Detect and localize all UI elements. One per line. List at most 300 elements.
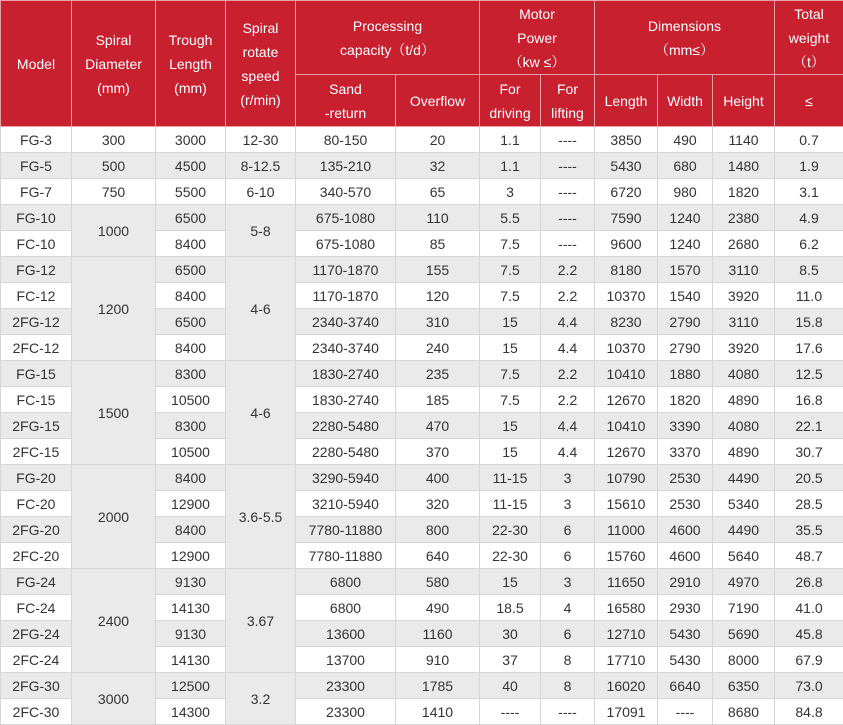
- cell-length: 16580: [595, 595, 658, 621]
- cell-length: 10370: [595, 283, 658, 309]
- header-spiral-diameter-line: Diameter: [85, 56, 142, 72]
- cell-height: 1480: [713, 153, 775, 179]
- cell-length: 15760: [595, 543, 658, 569]
- header-processing-capacity-line: capacity（t/d）: [340, 42, 435, 58]
- cell-trough: 8400: [156, 231, 226, 257]
- header-sand-return-line: Sand: [329, 81, 362, 97]
- cell-weight: 3.1: [775, 179, 843, 205]
- cell-height: 5340: [713, 491, 775, 517]
- cell-lifting: 2.2: [541, 283, 595, 309]
- table-body: [1, 127, 843, 725]
- cell-driving: 3: [480, 179, 541, 205]
- cell-weight: 84.8: [775, 699, 843, 725]
- cell-weight: 22.1: [775, 413, 843, 439]
- cell-lifting: 4.4: [541, 309, 595, 335]
- cell-lifting: ----: [541, 127, 595, 153]
- cell-model: 2FC-24: [1, 647, 72, 673]
- cell-width: 4600: [658, 543, 713, 569]
- cell-spiral-diameter: 2000: [72, 465, 156, 569]
- cell-sand: 1170-1870: [296, 257, 396, 283]
- cell-trough: 8400: [156, 283, 226, 309]
- cell-length: 17710: [595, 647, 658, 673]
- header-for-driving-line: driving: [489, 105, 530, 121]
- cell-width: 3390: [658, 413, 713, 439]
- cell-weight: 6.2: [775, 231, 843, 257]
- cell-model: FC-20: [1, 491, 72, 517]
- cell-width: 1540: [658, 283, 713, 309]
- header-dimensions: [595, 1, 775, 75]
- cell-weight: 41.0: [775, 595, 843, 621]
- cell-driving: 37: [480, 647, 541, 673]
- cell-overflow: 470: [396, 413, 480, 439]
- cell-driving: 5.5: [480, 205, 541, 231]
- cell-lifting: ----: [541, 153, 595, 179]
- cell-sand: 6800: [296, 569, 396, 595]
- cell-trough: 10500: [156, 387, 226, 413]
- cell-lifting: 2.2: [541, 361, 595, 387]
- cell-lifting: 2.2: [541, 387, 595, 413]
- cell-sand: 1830-2740: [296, 387, 396, 413]
- cell-overflow: 580: [396, 569, 480, 595]
- cell-height: 8000: [713, 647, 775, 673]
- header-for-lifting-line: lifting: [551, 105, 584, 121]
- cell-length: 12670: [595, 439, 658, 465]
- cell-model: 2FG-24: [1, 621, 72, 647]
- header-dimensions-line: Dimensions: [648, 18, 721, 34]
- cell-trough: 12500: [156, 673, 226, 699]
- cell-model: FG-5: [1, 153, 72, 179]
- cell-weight: 8.5: [775, 257, 843, 283]
- cell-lifting: 4.4: [541, 439, 595, 465]
- table-row: [1, 465, 843, 491]
- header-model: Model: [1, 1, 72, 127]
- cell-weight: 1.9: [775, 153, 843, 179]
- cell-length: 10410: [595, 413, 658, 439]
- cell-sand: 13700: [296, 647, 396, 673]
- header-motor-power-line: （kw ≤）: [509, 54, 566, 70]
- cell-weight: 11.0: [775, 283, 843, 309]
- cell-overflow: 800: [396, 517, 480, 543]
- cell-overflow: 1160: [396, 621, 480, 647]
- cell-lifting: ----: [541, 699, 595, 725]
- cell-lifting: 2.2: [541, 257, 595, 283]
- cell-length: 8180: [595, 257, 658, 283]
- cell-driving: 15: [480, 569, 541, 595]
- cell-width: 2790: [658, 335, 713, 361]
- header-spiral-speed-line: rotate: [243, 44, 279, 60]
- cell-driving: 1.1: [480, 153, 541, 179]
- cell-spiral-speed: 3.2: [226, 673, 296, 725]
- header-spiral-speed-line: Spiral: [243, 20, 279, 36]
- table-row: [1, 361, 843, 387]
- cell-height: 5640: [713, 543, 775, 569]
- cell-trough: 8400: [156, 335, 226, 361]
- cell-trough: 14130: [156, 647, 226, 673]
- cell-overflow: 310: [396, 309, 480, 335]
- header-weight-unit: ≤: [775, 75, 843, 127]
- table-header: [1, 1, 843, 127]
- table-row: [1, 127, 843, 153]
- cell-driving: 1.1: [480, 127, 541, 153]
- cell-driving: 18.5: [480, 595, 541, 621]
- cell-spiral-speed: 8-12.5: [226, 153, 296, 179]
- header-motor-power: [480, 1, 595, 75]
- header-spiral-diameter: [72, 1, 156, 127]
- cell-overflow: 240: [396, 335, 480, 361]
- cell-length: 8230: [595, 309, 658, 335]
- cell-length: 12670: [595, 387, 658, 413]
- header-spiral-speed-line: speed: [241, 68, 279, 84]
- cell-height: 4970: [713, 569, 775, 595]
- cell-driving: 15: [480, 413, 541, 439]
- cell-lifting: 4.4: [541, 335, 595, 361]
- cell-model: FC-24: [1, 595, 72, 621]
- header-trough-length: [156, 1, 226, 127]
- cell-spiral-diameter: 1500: [72, 361, 156, 465]
- header-for-lifting: [541, 75, 595, 127]
- cell-width: 5430: [658, 647, 713, 673]
- header-total-weight-line: Total: [794, 6, 824, 22]
- cell-weight: 73.0: [775, 673, 843, 699]
- cell-driving: 15: [480, 335, 541, 361]
- cell-sand: 3210-5940: [296, 491, 396, 517]
- cell-spiral-speed: 3.6-5.5: [226, 465, 296, 569]
- cell-trough: 6500: [156, 205, 226, 231]
- header-length: Length: [595, 75, 658, 127]
- header-trough-length-line: Trough: [169, 32, 213, 48]
- cell-lifting: 8: [541, 673, 595, 699]
- cell-model: 2FC-20: [1, 543, 72, 569]
- cell-overflow: 65: [396, 179, 480, 205]
- cell-height: 2680: [713, 231, 775, 257]
- cell-model: FG-24: [1, 569, 72, 595]
- cell-weight: 30.7: [775, 439, 843, 465]
- cell-sand: 80-150: [296, 127, 396, 153]
- cell-width: 4600: [658, 517, 713, 543]
- cell-sand: 23300: [296, 699, 396, 725]
- cell-model: 2FG-12: [1, 309, 72, 335]
- cell-model: FC-12: [1, 283, 72, 309]
- cell-height: 4490: [713, 517, 775, 543]
- cell-overflow: 20: [396, 127, 480, 153]
- cell-width: 2530: [658, 491, 713, 517]
- cell-driving: 7.5: [480, 387, 541, 413]
- cell-model: FG-7: [1, 179, 72, 205]
- cell-length: 16020: [595, 673, 658, 699]
- cell-width: 680: [658, 153, 713, 179]
- cell-weight: 48.7: [775, 543, 843, 569]
- cell-height: 2380: [713, 205, 775, 231]
- cell-model: FG-3: [1, 127, 72, 153]
- cell-weight: 17.6: [775, 335, 843, 361]
- header-processing-capacity-line: Processing: [353, 18, 422, 34]
- cell-height: 4080: [713, 413, 775, 439]
- cell-driving: ----: [480, 699, 541, 725]
- cell-length: 11000: [595, 517, 658, 543]
- cell-weight: 35.5: [775, 517, 843, 543]
- cell-length: 17091: [595, 699, 658, 725]
- cell-length: 6720: [595, 179, 658, 205]
- cell-width: 980: [658, 179, 713, 205]
- header-trough-length-line: (mm): [174, 80, 207, 96]
- cell-width: 1880: [658, 361, 713, 387]
- header-overflow: Overflow: [396, 75, 480, 127]
- cell-trough: 8400: [156, 465, 226, 491]
- table-row: [1, 569, 843, 595]
- cell-sand: 2340-3740: [296, 309, 396, 335]
- cell-driving: 22-30: [480, 517, 541, 543]
- cell-overflow: 370: [396, 439, 480, 465]
- cell-trough: 8300: [156, 413, 226, 439]
- cell-model: FG-10: [1, 205, 72, 231]
- cell-model: 2FC-12: [1, 335, 72, 361]
- cell-trough: 10500: [156, 439, 226, 465]
- cell-length: 10790: [595, 465, 658, 491]
- header-trough-length-line: Length: [169, 56, 212, 72]
- cell-sand: 13600: [296, 621, 396, 647]
- cell-model: FC-15: [1, 387, 72, 413]
- table-row: [1, 179, 843, 205]
- cell-sand: 2340-3740: [296, 335, 396, 361]
- cell-driving: 15: [480, 309, 541, 335]
- cell-height: 5690: [713, 621, 775, 647]
- table-row: [1, 257, 843, 283]
- table-row: [1, 673, 843, 699]
- cell-sand: 135-210: [296, 153, 396, 179]
- cell-sand: 2280-5480: [296, 413, 396, 439]
- cell-height: 1140: [713, 127, 775, 153]
- header-height: Height: [713, 75, 775, 127]
- table-row: [1, 153, 843, 179]
- table-row: [1, 205, 843, 231]
- cell-length: 10370: [595, 335, 658, 361]
- cell-length: 15610: [595, 491, 658, 517]
- cell-trough: 8400: [156, 517, 226, 543]
- cell-lifting: 3: [541, 569, 595, 595]
- cell-length: 7590: [595, 205, 658, 231]
- cell-trough: 6500: [156, 257, 226, 283]
- cell-driving: 7.5: [480, 231, 541, 257]
- cell-overflow: 185: [396, 387, 480, 413]
- cell-height: 3110: [713, 257, 775, 283]
- header-sand-return-line: -return: [325, 105, 366, 121]
- header-for-lifting-line: For: [557, 81, 578, 97]
- cell-height: 3110: [713, 309, 775, 335]
- cell-trough: 8300: [156, 361, 226, 387]
- cell-length: 5430: [595, 153, 658, 179]
- cell-lifting: 8: [541, 647, 595, 673]
- cell-model: FG-15: [1, 361, 72, 387]
- cell-height: 3920: [713, 335, 775, 361]
- cell-sand: 340-570: [296, 179, 396, 205]
- cell-weight: 45.8: [775, 621, 843, 647]
- cell-trough: 12900: [156, 491, 226, 517]
- cell-trough: 4500: [156, 153, 226, 179]
- cell-lifting: ----: [541, 179, 595, 205]
- cell-weight: 4.9: [775, 205, 843, 231]
- header-processing-capacity: [296, 1, 480, 75]
- cell-lifting: 6: [541, 543, 595, 569]
- cell-sand: 675-1080: [296, 231, 396, 257]
- cell-overflow: 120: [396, 283, 480, 309]
- cell-overflow: 155: [396, 257, 480, 283]
- cell-weight: 20.5: [775, 465, 843, 491]
- cell-width: 5430: [658, 621, 713, 647]
- cell-spiral-diameter: 2400: [72, 569, 156, 673]
- cell-model: FG-20: [1, 465, 72, 491]
- cell-driving: 40: [480, 673, 541, 699]
- header-spiral-speed-line: (r/min): [240, 92, 280, 108]
- cell-lifting: 4: [541, 595, 595, 621]
- cell-model: 2FC-15: [1, 439, 72, 465]
- cell-driving: 11-15: [480, 491, 541, 517]
- header-for-driving: [480, 75, 541, 127]
- cell-overflow: 640: [396, 543, 480, 569]
- cell-height: 6350: [713, 673, 775, 699]
- cell-trough: 12900: [156, 543, 226, 569]
- cell-height: 4080: [713, 361, 775, 387]
- header-total-weight-line: （t）: [793, 54, 825, 70]
- cell-sand: 3290-5940: [296, 465, 396, 491]
- cell-height: 1820: [713, 179, 775, 205]
- cell-spiral-speed: 4-6: [226, 361, 296, 465]
- cell-trough: 9130: [156, 569, 226, 595]
- cell-trough: 3000: [156, 127, 226, 153]
- cell-height: 8680: [713, 699, 775, 725]
- cell-sand: 7780-11880: [296, 517, 396, 543]
- cell-height: 4890: [713, 439, 775, 465]
- cell-sand: 675-1080: [296, 205, 396, 231]
- cell-length: 12710: [595, 621, 658, 647]
- cell-trough: 6500: [156, 309, 226, 335]
- cell-spiral-diameter: 750: [72, 179, 156, 205]
- cell-trough: 14130: [156, 595, 226, 621]
- cell-lifting: ----: [541, 231, 595, 257]
- header-spiral-diameter-line: Spiral: [96, 32, 132, 48]
- cell-overflow: 320: [396, 491, 480, 517]
- cell-weight: 67.9: [775, 647, 843, 673]
- cell-driving: 30: [480, 621, 541, 647]
- cell-width: 490: [658, 127, 713, 153]
- cell-sand: 1830-2740: [296, 361, 396, 387]
- cell-model: 2FC-30: [1, 699, 72, 725]
- cell-overflow: 32: [396, 153, 480, 179]
- cell-width: 1240: [658, 231, 713, 257]
- cell-length: 11650: [595, 569, 658, 595]
- cell-trough: 9130: [156, 621, 226, 647]
- cell-length: 9600: [595, 231, 658, 257]
- header-motor-power-line: Power: [517, 30, 557, 46]
- cell-driving: 7.5: [480, 361, 541, 387]
- cell-spiral-diameter: 500: [72, 153, 156, 179]
- cell-weight: 28.5: [775, 491, 843, 517]
- cell-spiral-speed: 12-30: [226, 127, 296, 153]
- cell-driving: 7.5: [480, 283, 541, 309]
- cell-overflow: 490: [396, 595, 480, 621]
- cell-spiral-diameter: 300: [72, 127, 156, 153]
- cell-length: 10410: [595, 361, 658, 387]
- cell-model: 2FG-15: [1, 413, 72, 439]
- cell-spiral-speed: 6-10: [226, 179, 296, 205]
- cell-width: 2530: [658, 465, 713, 491]
- cell-weight: 0.7: [775, 127, 843, 153]
- cell-height: 4890: [713, 387, 775, 413]
- cell-lifting: 3: [541, 491, 595, 517]
- cell-width: 2910: [658, 569, 713, 595]
- cell-width: 1570: [658, 257, 713, 283]
- cell-width: 6640: [658, 673, 713, 699]
- cell-spiral-speed: 5-8: [226, 205, 296, 257]
- cell-sand: 2280-5480: [296, 439, 396, 465]
- cell-length: 3850: [595, 127, 658, 153]
- cell-width: 2930: [658, 595, 713, 621]
- cell-spiral-diameter: 3000: [72, 673, 156, 725]
- cell-overflow: 1410: [396, 699, 480, 725]
- cell-sand: 7780-11880: [296, 543, 396, 569]
- header-motor-power-line: Motor: [519, 6, 555, 22]
- header-width: Width: [658, 75, 713, 127]
- header-spiral-diameter-line: (mm): [97, 80, 130, 96]
- cell-overflow: 235: [396, 361, 480, 387]
- cell-height: 4490: [713, 465, 775, 491]
- cell-overflow: 110: [396, 205, 480, 231]
- header-for-driving-line: For: [500, 81, 521, 97]
- cell-driving: 15: [480, 439, 541, 465]
- cell-lifting: 4.4: [541, 413, 595, 439]
- header-dimensions-line: （mm≤）: [655, 42, 714, 58]
- header-spiral-speed: [226, 1, 296, 127]
- cell-trough: 5500: [156, 179, 226, 205]
- cell-driving: 7.5: [480, 257, 541, 283]
- cell-overflow: 400: [396, 465, 480, 491]
- cell-spiral-speed: 3.67: [226, 569, 296, 673]
- cell-model: 2FG-30: [1, 673, 72, 699]
- cell-lifting: 6: [541, 517, 595, 543]
- cell-width: ----: [658, 699, 713, 725]
- cell-model: FC-10: [1, 231, 72, 257]
- header-sand-return: [296, 75, 396, 127]
- cell-height: 3920: [713, 283, 775, 309]
- cell-weight: 26.8: [775, 569, 843, 595]
- cell-sand: 6800: [296, 595, 396, 621]
- header-total-weight: [775, 1, 843, 75]
- cell-width: 2790: [658, 309, 713, 335]
- cell-overflow: 910: [396, 647, 480, 673]
- cell-sand: 23300: [296, 673, 396, 699]
- cell-spiral-speed: 4-6: [226, 257, 296, 361]
- cell-width: 1820: [658, 387, 713, 413]
- cell-driving: 22-30: [480, 543, 541, 569]
- cell-sand: 1170-1870: [296, 283, 396, 309]
- cell-driving: 11-15: [480, 465, 541, 491]
- cell-model: 2FG-20: [1, 517, 72, 543]
- cell-model: FG-12: [1, 257, 72, 283]
- cell-lifting: 3: [541, 465, 595, 491]
- cell-height: 7190: [713, 595, 775, 621]
- cell-trough: 14300: [156, 699, 226, 725]
- header-total-weight-line: weight: [789, 30, 829, 46]
- cell-width: 3370: [658, 439, 713, 465]
- cell-lifting: 6: [541, 621, 595, 647]
- cell-weight: 16.8: [775, 387, 843, 413]
- cell-overflow: 85: [396, 231, 480, 257]
- cell-weight: 15.8: [775, 309, 843, 335]
- cell-width: 1240: [658, 205, 713, 231]
- cell-overflow: 1785: [396, 673, 480, 699]
- cell-spiral-diameter: 1200: [72, 257, 156, 361]
- cell-weight: 12.5: [775, 361, 843, 387]
- cell-spiral-diameter: 1000: [72, 205, 156, 257]
